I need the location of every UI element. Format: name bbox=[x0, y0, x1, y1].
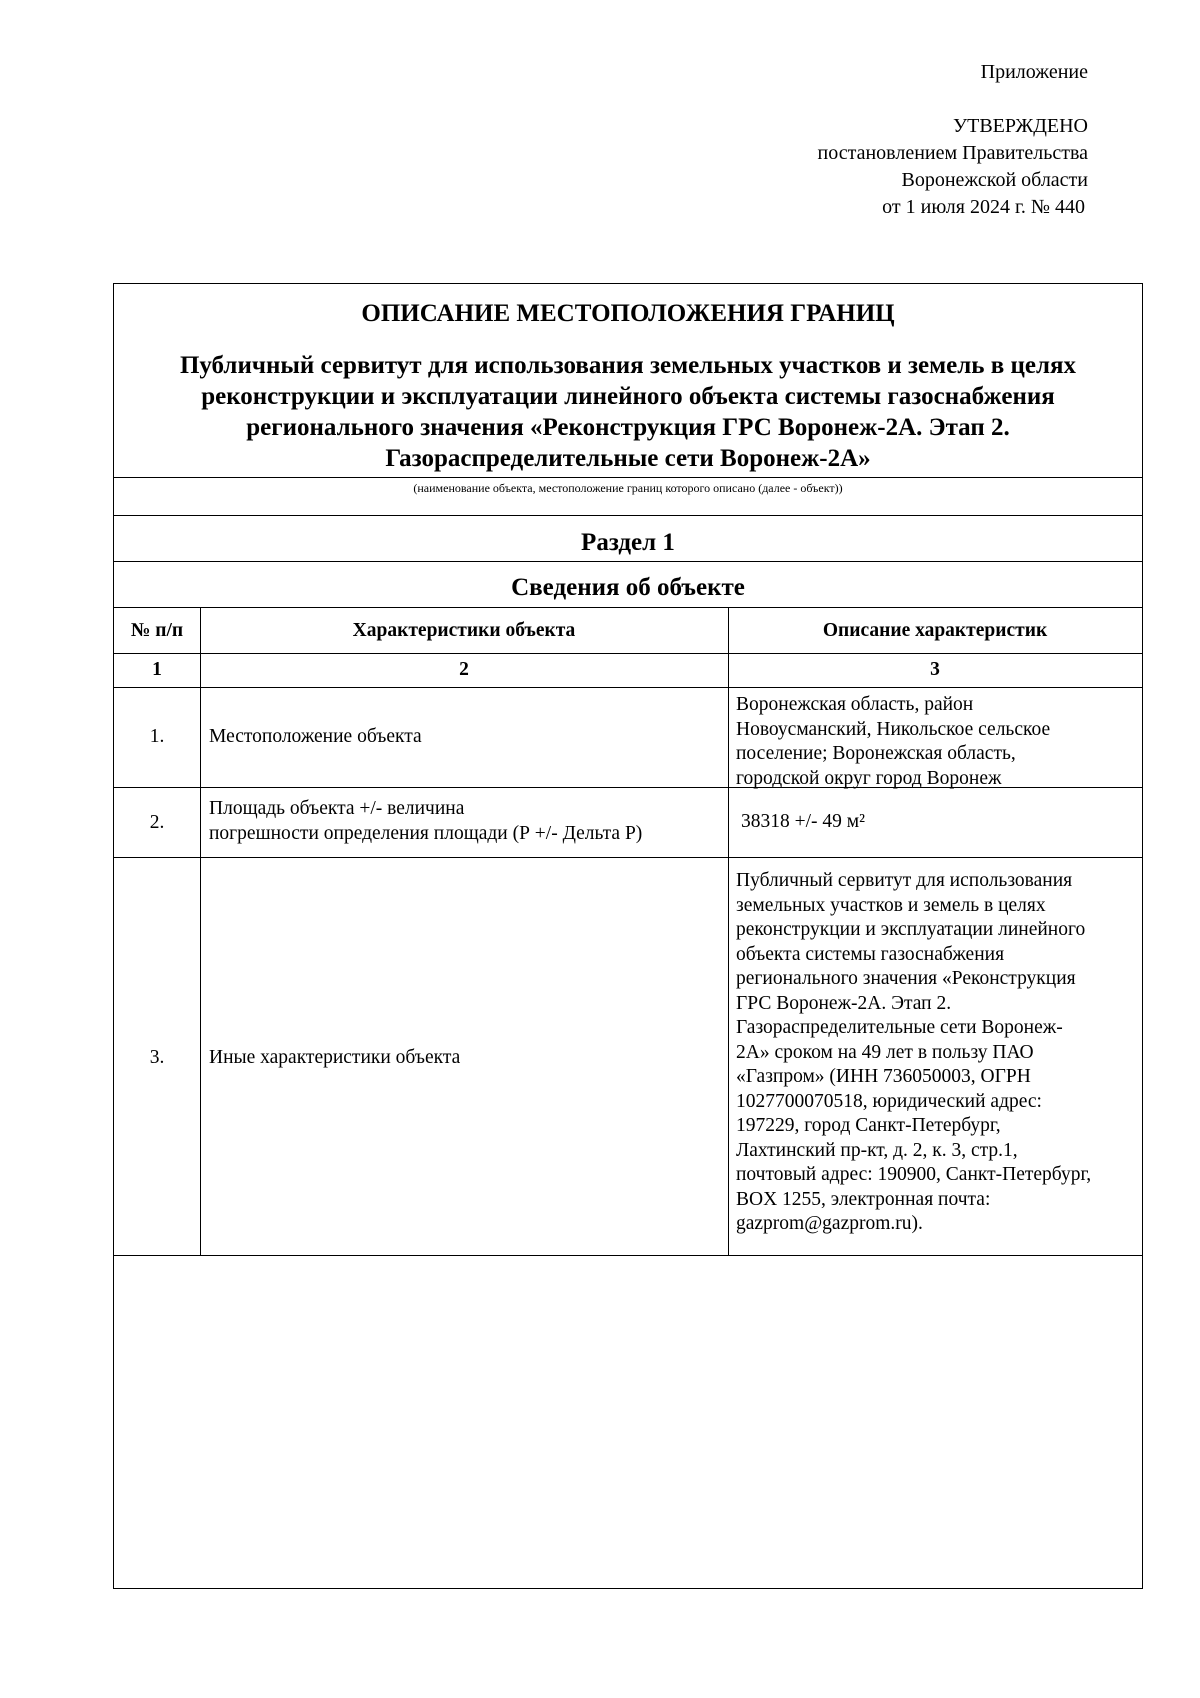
row-description-line: Публичный сервитут для использования bbox=[736, 870, 1073, 891]
row-number: 3. bbox=[149, 1047, 165, 1068]
divider bbox=[114, 561, 1142, 562]
row-description-line: поселение; Воронежская область, bbox=[736, 743, 1016, 764]
row-description-line: 38318 +/- 49 м² bbox=[741, 811, 865, 832]
row-description-line: земельных участков и земель в целях bbox=[736, 894, 1046, 916]
row-characteristic bbox=[209, 797, 642, 846]
column-number: 1 bbox=[152, 659, 162, 680]
row-description-line: «Газпром» (ИНН 736050003, ОГРН bbox=[736, 1066, 1031, 1087]
object-name-line: Публичный сервитут для использования земельных участков и земель в целях bbox=[179, 352, 1077, 379]
table-top-border bbox=[114, 607, 1142, 608]
row-number: 2. bbox=[149, 812, 165, 833]
object-name-line: Газораспределительные сети Воронеж-2А» bbox=[385, 445, 871, 472]
row-description-line: Лахтинский пр-кт, д. 2, к. 3, стр.1, bbox=[736, 1139, 1018, 1161]
row-description bbox=[741, 810, 865, 835]
column-divider bbox=[200, 607, 201, 1255]
section-title: Раздел 1 bbox=[581, 529, 675, 556]
row-description-line: BOX 1255, электронная почта: bbox=[736, 1188, 991, 1210]
row-description bbox=[736, 693, 1050, 791]
row-description-line: городской округ город Воронеж bbox=[736, 767, 1002, 789]
column-header-number: № п/п bbox=[130, 620, 184, 641]
row-characteristic-line: Местоположение объекта bbox=[209, 726, 422, 747]
row-description-line: объекта системы газоснабжения bbox=[736, 943, 1005, 965]
table-row-border bbox=[114, 857, 1142, 858]
divider bbox=[114, 477, 1142, 478]
row-characteristic bbox=[209, 725, 422, 750]
divider bbox=[114, 515, 1142, 516]
table-header-border bbox=[114, 653, 1142, 654]
row-description-line: Газораспределительные сети Воронеж- bbox=[736, 1017, 1063, 1038]
row-description-line: 1027700070518, юридический адрес: bbox=[736, 1090, 1042, 1112]
object-name-line: реконструкции и эксплуатации линейного объекта системы газоснабжения bbox=[201, 383, 1055, 410]
column-number: 3 bbox=[930, 659, 940, 680]
column-divider bbox=[728, 607, 729, 1255]
approval-stamp bbox=[818, 113, 1088, 221]
object-name bbox=[114, 350, 1142, 474]
row-description-line: регионального значения «Реконструкция bbox=[736, 968, 1076, 989]
row-description-line: 197229, город Санкт-Петербург, bbox=[736, 1115, 1001, 1136]
approved-label: УТВЕРЖДЕНО bbox=[952, 115, 1088, 137]
table-bottom-border bbox=[114, 1255, 1142, 1256]
row-description-line: реконструкции и эксплуатации линейного bbox=[736, 919, 1086, 940]
table-numbers-border bbox=[114, 687, 1142, 688]
approved-date: от 1 июля 2024 г. № 440 bbox=[882, 196, 1085, 218]
section-subtitle: Сведения об объекте bbox=[511, 574, 745, 601]
object-name-line: регионального значения «Реконструкция ГРС Воронеж-2А. Этап 2. bbox=[246, 414, 1010, 441]
document-title: ОПИСАНИЕ МЕСТОПОЛОЖЕНИЯ ГРАНИЦ bbox=[361, 300, 895, 327]
row-characteristic-line: Площадь объекта +/- величина bbox=[209, 798, 465, 819]
row-description-line: почтовый адрес: 190900, Санкт-Петербург, bbox=[736, 1164, 1092, 1185]
row-characteristic-line: Иные характеристики объекта bbox=[209, 1047, 461, 1068]
row-description-line: Воронежская область, район bbox=[736, 694, 974, 715]
boundary-description-form bbox=[113, 283, 1143, 1589]
approved-by-line-2: Воронежской области bbox=[901, 169, 1088, 191]
column-number: 2 bbox=[459, 659, 469, 680]
row-description-line: gazprom@gazprom.ru). bbox=[736, 1213, 923, 1234]
column-header-description: Описание характеристик bbox=[822, 620, 1048, 641]
row-characteristic bbox=[209, 1046, 460, 1071]
row-number: 1. bbox=[149, 726, 165, 747]
object-name-caption: (наименование объекта, местоположение границ которого описано (далее - объект)) bbox=[413, 481, 843, 495]
row-description bbox=[736, 869, 1091, 1237]
row-description-line: 2А» сроком на 49 лет в пользу ПАО bbox=[736, 1041, 1034, 1063]
approved-by-line-1: постановлением Правительства bbox=[817, 142, 1088, 164]
row-description-line: Новоусманский, Никольское сельское bbox=[736, 718, 1051, 740]
appendix-label: Приложение bbox=[980, 61, 1088, 83]
column-header-characteristics: Характеристики объекта bbox=[352, 620, 576, 641]
row-characteristic-line: погрешности определения площади (Р +/- Дельта Р) bbox=[209, 822, 643, 844]
row-description-line: ГРС Воронеж-2А. Этап 2. bbox=[736, 992, 952, 1014]
